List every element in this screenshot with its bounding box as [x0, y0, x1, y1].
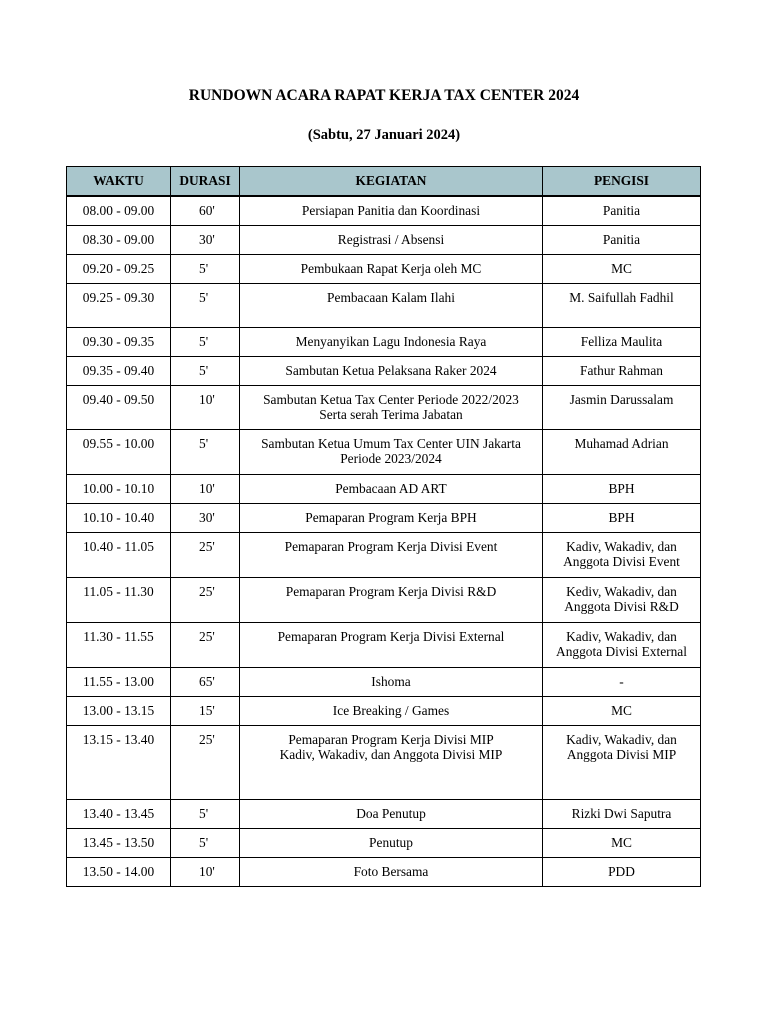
cell-pengisi — [543, 225, 701, 254]
pengisi-line: PDD — [608, 863, 635, 879]
cell-durasi: 25' — [171, 532, 240, 577]
cell-waktu: 13.15 - 13.40 — [67, 725, 171, 799]
cell-kegiatan — [240, 283, 543, 327]
kegiatan-line: Pembukaan Rapat Kerja oleh MC — [300, 260, 482, 276]
kegiatan-line: Sambutan Ketua Umum Tax Center UIN Jakarta — [261, 435, 521, 451]
cell-waktu: 08.30 - 09.00 — [67, 225, 171, 254]
pengisi-line: M. Saifullah Fadhil — [569, 289, 674, 305]
cell-durasi: 5' — [171, 429, 240, 474]
kegiatan-line: Doa Penutup — [356, 805, 426, 821]
pengisi-line: Rizki Dwi Saputra — [571, 805, 672, 821]
cell-kegiatan — [240, 696, 543, 725]
cell-durasi: 30' — [171, 503, 240, 532]
cell-waktu: 10.00 - 10.10 — [67, 474, 171, 503]
cell-pengisi — [543, 356, 701, 385]
pengisi-line: Felliza Maulita — [580, 333, 663, 349]
cell-pengisi — [543, 196, 701, 225]
cell-durasi: 30' — [171, 225, 240, 254]
cell-pengisi — [543, 622, 701, 667]
cell-pengisi — [543, 429, 701, 474]
cell-waktu: 13.45 - 13.50 — [67, 828, 171, 857]
kegiatan-line: Registrasi / Absensi — [337, 231, 445, 247]
cell-durasi: 10' — [171, 385, 240, 429]
table-row — [67, 385, 701, 429]
cell-durasi: 5' — [171, 356, 240, 385]
cell-pengisi — [543, 503, 701, 532]
table-row — [67, 327, 701, 356]
kegiatan-line: Pemaparan Program Kerja Divisi MIP — [288, 731, 494, 747]
cell-kegiatan — [240, 196, 543, 225]
cell-pengisi — [543, 283, 701, 327]
cell-durasi: 15' — [171, 696, 240, 725]
cell-pengisi — [543, 532, 701, 577]
cell-kegiatan — [240, 327, 543, 356]
table-row — [67, 225, 701, 254]
cell-kegiatan — [240, 503, 543, 532]
table-row — [67, 254, 701, 283]
rundown-table — [66, 166, 701, 887]
cell-durasi: 10' — [171, 474, 240, 503]
cell-durasi: 5' — [171, 799, 240, 828]
cell-pengisi — [543, 725, 701, 799]
pengisi-line: Kadiv, Wakadiv, dan — [566, 731, 677, 747]
cell-kegiatan — [240, 622, 543, 667]
cell-waktu: 11.55 - 13.00 — [67, 667, 171, 696]
cell-waktu: 09.55 - 10.00 — [67, 429, 171, 474]
cell-durasi: 10' — [171, 857, 240, 886]
cell-kegiatan — [240, 356, 543, 385]
kegiatan-line: Penutup — [369, 834, 413, 850]
cell-kegiatan — [240, 667, 543, 696]
header-durasi: DURASI — [171, 167, 240, 197]
cell-kegiatan — [240, 429, 543, 474]
kegiatan-line: Foto Bersama — [353, 863, 429, 879]
pengisi-line: MC — [611, 702, 632, 718]
table-row — [67, 828, 701, 857]
cell-kegiatan — [240, 385, 543, 429]
cell-waktu: 09.40 - 09.50 — [67, 385, 171, 429]
cell-durasi: 5' — [171, 254, 240, 283]
cell-waktu: 10.40 - 11.05 — [67, 532, 171, 577]
cell-pengisi — [543, 385, 701, 429]
cell-durasi: 25' — [171, 577, 240, 622]
cell-waktu: 09.35 - 09.40 — [67, 356, 171, 385]
cell-waktu: 09.30 - 09.35 — [67, 327, 171, 356]
cell-waktu: 09.25 - 09.30 — [67, 283, 171, 327]
cell-kegiatan — [240, 577, 543, 622]
kegiatan-line: Sambutan Ketua Tax Center Periode 2022/2023 — [263, 391, 519, 407]
pengisi-line: Muhamad Adrian — [574, 435, 669, 451]
table-row — [67, 429, 701, 474]
cell-durasi: 5' — [171, 283, 240, 327]
cell-pengisi — [543, 799, 701, 828]
table-row — [67, 503, 701, 532]
document-date: (Sabtu, 27 Januari 2024) — [307, 127, 461, 143]
kegiatan-line: Periode 2023/2024 — [340, 451, 442, 466]
table-row — [67, 799, 701, 828]
table-row — [67, 283, 701, 327]
kegiatan-line: Ishoma — [371, 673, 411, 689]
cell-waktu: 10.10 - 10.40 — [67, 503, 171, 532]
kegiatan-line: Kadiv, Wakadiv, dan Anggota Divisi MIP — [279, 747, 503, 762]
cell-waktu: 09.20 - 09.25 — [67, 254, 171, 283]
table-header-row — [67, 167, 701, 197]
cell-durasi: 25' — [171, 622, 240, 667]
cell-kegiatan — [240, 828, 543, 857]
cell-durasi: 5' — [171, 828, 240, 857]
pengisi-line: BPH — [608, 509, 635, 525]
cell-waktu: 13.50 - 14.00 — [67, 857, 171, 886]
table-row — [67, 474, 701, 503]
pengisi-line: MC — [611, 834, 632, 850]
cell-durasi: 5' — [171, 327, 240, 356]
table-row — [67, 667, 701, 696]
cell-kegiatan — [240, 254, 543, 283]
cell-kegiatan — [240, 474, 543, 503]
table-row — [67, 622, 701, 667]
pengisi-line: Anggota Divisi MIP — [566, 747, 677, 762]
kegiatan-line: Pembacaan Kalam Ilahi — [327, 289, 455, 305]
table-row — [67, 725, 701, 799]
cell-pengisi — [543, 474, 701, 503]
cell-durasi: 65' — [171, 667, 240, 696]
cell-durasi: 25' — [171, 725, 240, 799]
kegiatan-line: Pemaparan Program Kerja Divisi External — [277, 628, 505, 644]
cell-pengisi — [543, 254, 701, 283]
kegiatan-line: Pemaparan Program Kerja Divisi Event — [284, 538, 498, 554]
header-pengisi: PENGISI — [543, 167, 701, 197]
table-row — [67, 532, 701, 577]
cell-kegiatan — [240, 725, 543, 799]
kegiatan-line: Serta serah Terima Jabatan — [319, 407, 463, 422]
header-waktu: WAKTU — [67, 167, 171, 197]
header-kegiatan: KEGIATAN — [240, 167, 543, 197]
kegiatan-line: Pemaparan Program Kerja BPH — [305, 509, 477, 525]
kegiatan-line: Ice Breaking / Games — [332, 702, 450, 718]
table-row — [67, 356, 701, 385]
cell-kegiatan — [240, 225, 543, 254]
cell-pengisi — [543, 696, 701, 725]
pengisi-line: MC — [611, 260, 632, 276]
table-row — [67, 696, 701, 725]
pengisi-line: Anggota Divisi External — [556, 644, 687, 659]
kegiatan-line: Pembacaan AD ART — [335, 480, 447, 496]
cell-waktu: 13.00 - 13.15 — [67, 696, 171, 725]
kegiatan-line: Pemaparan Program Kerja Divisi R&D — [285, 583, 497, 599]
cell-kegiatan — [240, 532, 543, 577]
cell-pengisi — [543, 577, 701, 622]
kegiatan-line: Menyanyikan Lagu Indonesia Raya — [295, 333, 487, 349]
kegiatan-line: Persiapan Panitia dan Koordinasi — [301, 203, 481, 218]
cell-waktu: 11.30 - 11.55 — [67, 622, 171, 667]
pengisi-line: Kadiv, Wakadiv, dan — [566, 538, 677, 554]
pengisi-line: Panitia — [602, 203, 641, 218]
pengisi-line: Panitia — [602, 231, 641, 247]
cell-kegiatan — [240, 799, 543, 828]
pengisi-line: Anggota Divisi Event — [563, 554, 680, 569]
cell-pengisi — [543, 828, 701, 857]
pengisi-line: Fathur Rahman — [580, 362, 663, 378]
table-row — [67, 577, 701, 622]
pengisi-line: Anggota Divisi R&D — [564, 599, 679, 614]
cell-kegiatan — [240, 857, 543, 886]
cell-durasi: 60' — [171, 196, 240, 225]
table-row — [67, 196, 701, 225]
pengisi-line: Jasmin Darussalam — [569, 391, 674, 407]
cell-pengisi — [543, 857, 701, 886]
cell-pengisi — [543, 667, 701, 696]
pengisi-line: Kediv, Wakadiv, dan — [566, 583, 677, 599]
pengisi-line: - — [619, 673, 624, 689]
document-title: RUNDOWN ACARA RAPAT KERJA TAX CENTER 2024 — [188, 87, 580, 104]
cell-waktu: 08.00 - 09.00 — [67, 196, 171, 225]
pengisi-line: Kadiv, Wakadiv, dan — [566, 628, 677, 644]
cell-waktu: 11.05 - 11.30 — [67, 577, 171, 622]
table-row — [67, 857, 701, 886]
kegiatan-line: Sambutan Ketua Pelaksana Raker 2024 — [285, 362, 497, 378]
cell-waktu: 13.40 - 13.45 — [67, 799, 171, 828]
pengisi-line: BPH — [608, 480, 635, 496]
cell-pengisi — [543, 327, 701, 356]
